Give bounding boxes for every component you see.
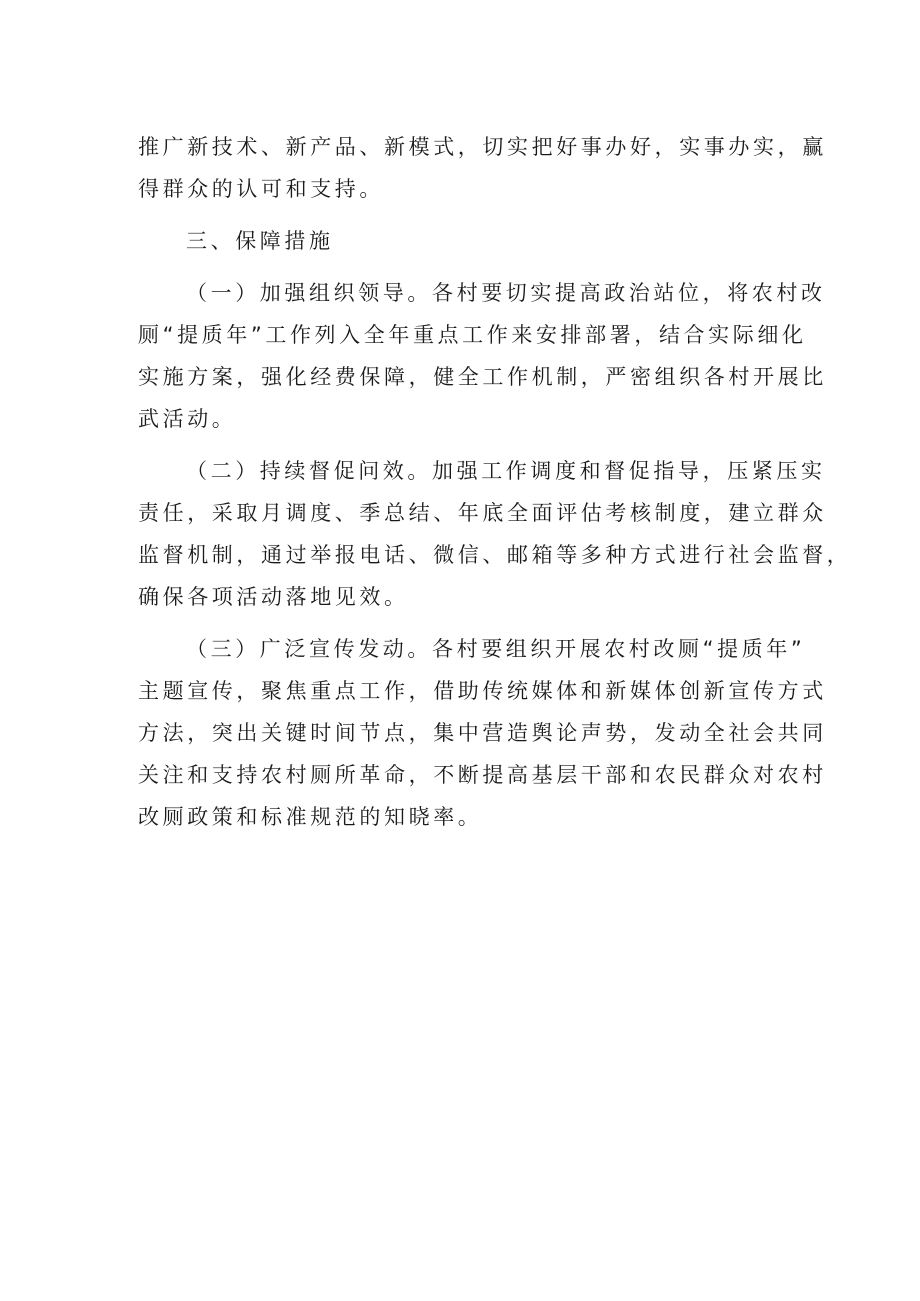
text-line: 武活动。: [138, 407, 237, 431]
document-body: [138, 126, 852, 838]
text-line: 改厕政策和标准规范的知晓率。: [138, 805, 483, 829]
text-line: 责任，采取月调度、季总结、年底全面评估考核制度，建立群众: [138, 501, 827, 525]
text-line: 推广新技术、新产品、新模式，切实把好事办好，实事办实，赢: [138, 135, 827, 159]
continuation-paragraph: [138, 126, 827, 210]
section-heading: 三、保障措施: [186, 229, 334, 253]
paragraph-1: [138, 272, 827, 440]
text-line: 厕“提质年”工作列入全年重点工作来安排部署，结合实际细化: [138, 323, 807, 347]
text-line: 实施方案，强化经费保障，健全工作机制，严密组织各村开展比: [138, 365, 827, 389]
text-line: 确保各项活动落地见效。: [138, 585, 409, 609]
text-line: 方法，突出关键时间节点，集中营造舆论声势，发动全社会共同: [138, 721, 827, 745]
text-line: 关注和支持农村厕所革命，不断提高基层干部和农民群众对农村: [138, 763, 827, 787]
text-line: （二）持续督促问效。加强工作调度和督促指导，压紧压实: [186, 459, 826, 483]
text-line: 得群众的认可和支持。: [138, 177, 384, 201]
text-line: （一）加强组织领导。各村要切实提高政治站位，将农村改: [186, 281, 826, 305]
text-line: 主题宣传，聚焦重点工作，借助传统媒体和新媒体创新宣传方式: [138, 679, 827, 703]
text-line: 监督机制，通过举报电话、微信、邮箱等多种方式进行社会监督，: [138, 543, 852, 567]
paragraph-3: [138, 628, 827, 838]
paragraph-2: [138, 450, 852, 618]
text-line: （三）广泛宣传发动。各村要组织开展农村改厕“提质年”: [186, 637, 806, 661]
